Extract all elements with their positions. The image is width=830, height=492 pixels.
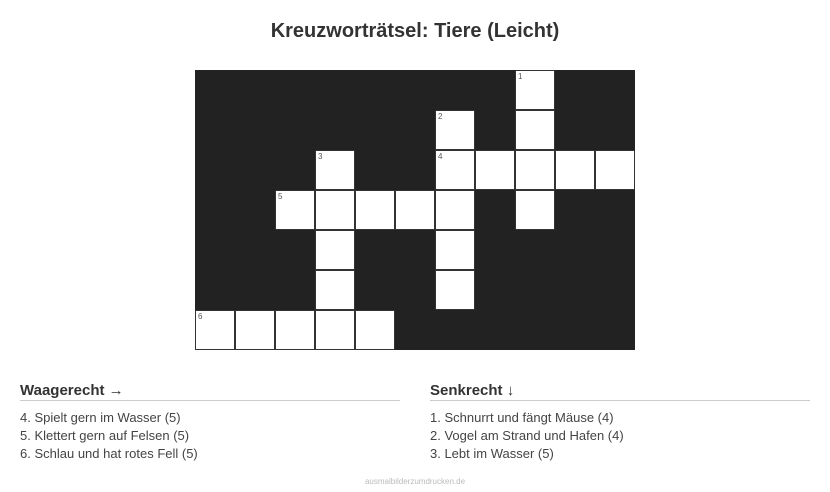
down-clue: 3. Lebt im Wasser (5) [430,446,554,461]
across-heading: Waagerecht → [20,382,400,401]
crossword-cell[interactable] [355,310,395,350]
clue-number: 6 [198,312,203,321]
across-clues [20,382,400,463]
crossword-cell[interactable] [315,150,355,190]
crossword-cell[interactable] [475,150,515,190]
page-title: Kreuzworträtsel: Tiere (Leicht) [270,20,560,42]
clue-number: 5 [278,192,283,201]
across-clue: 5. Klettert gern auf Felsen (5) [20,428,190,443]
clue-number: 4 [438,152,443,161]
crossword-cell[interactable] [315,230,355,270]
crossword-cell[interactable] [435,190,475,230]
down-clue: 1. Schnurrt und fängt Mäuse (4) [430,410,614,425]
clue-number: 1 [518,72,523,81]
footer-credit: ausmalbilderzumdrucken.de [364,477,466,486]
crossword-grid [195,70,635,350]
crossword-cell[interactable] [315,310,355,350]
crossword-cell[interactable] [555,150,595,190]
crossword-cell[interactable] [315,190,355,230]
crossword-cell[interactable] [435,230,475,270]
crossword-cell[interactable] [435,270,475,310]
crossword-cell[interactable] [515,110,555,150]
crossword-cell[interactable] [315,270,355,310]
crossword-cell[interactable] [275,190,315,230]
across-clue: 6. Schlau und hat rotes Fell (5) [20,446,198,461]
crossword-cell[interactable] [195,310,235,350]
down-heading: Senkrecht ↓ [430,382,810,401]
down-clue: 2. Vogel am Strand und Hafen (4) [430,428,624,443]
clue-number: 3 [318,152,323,161]
crossword-cell[interactable] [435,110,475,150]
crossword-cell[interactable] [515,150,555,190]
crossword-cell[interactable] [595,150,635,190]
down-clues [430,382,810,463]
across-clue: 4. Spielt gern im Wasser (5) [20,410,181,425]
crossword-cell[interactable] [515,190,555,230]
crossword-cell[interactable] [355,190,395,230]
crossword-cell[interactable] [235,310,275,350]
clue-number: 2 [438,112,443,121]
crossword-cell[interactable] [275,310,315,350]
crossword-cell[interactable] [515,70,555,110]
crossword-cell[interactable] [435,150,475,190]
crossword-cell[interactable] [395,190,435,230]
